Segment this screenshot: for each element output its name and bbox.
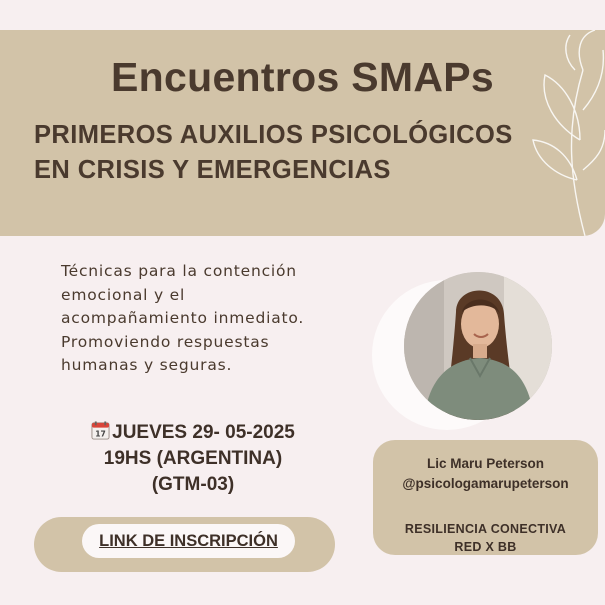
registration-link[interactable]: LINK DE INSCRIPCIÓN: [82, 524, 295, 558]
description-line-4: Promoviendo respuestas: [61, 332, 270, 351]
svg-text:17: 17: [95, 429, 106, 439]
header-banner: [0, 30, 605, 236]
registration-link-container: [34, 517, 335, 572]
calendar-icon: [91, 421, 110, 440]
speaker-card: [373, 440, 598, 555]
event-timezone: (GTM-03): [151, 474, 235, 495]
event-date-line: [58, 420, 328, 446]
description-line-1: Técnicas para la contención: [61, 262, 297, 280]
event-time: 19HS (ARGENTINA): [103, 448, 283, 469]
description-text: [61, 260, 381, 378]
speaker-handle: @psicologamarupeterson: [402, 476, 569, 491]
subtitle-line-1: PRIMEROS AUXILIOS PSICOLÓGICOS: [34, 121, 513, 149]
organization-line-2: RED X BB: [454, 540, 517, 554]
speaker-name: Lic Maru Peterson: [426, 456, 545, 471]
page-title: Encuentros SMAPs: [111, 54, 494, 100]
page-subtitle: [34, 118, 594, 188]
organization-line-1: RESILIENCIA CONECTIVA: [404, 522, 567, 536]
event-date: JUEVES 29- 05-2025: [112, 422, 295, 443]
event-datetime: [58, 420, 328, 498]
speaker-photo: [404, 272, 552, 420]
description-line-2: emocional y el: [61, 285, 186, 304]
description-line-5: humanas y seguras.: [61, 356, 233, 374]
speaker-portrait-image: [404, 272, 552, 420]
subtitle-line-2: EN CRISIS Y EMERGENCIAS: [34, 156, 391, 184]
description-line-3: acompañamiento inmediato.: [61, 309, 305, 327]
